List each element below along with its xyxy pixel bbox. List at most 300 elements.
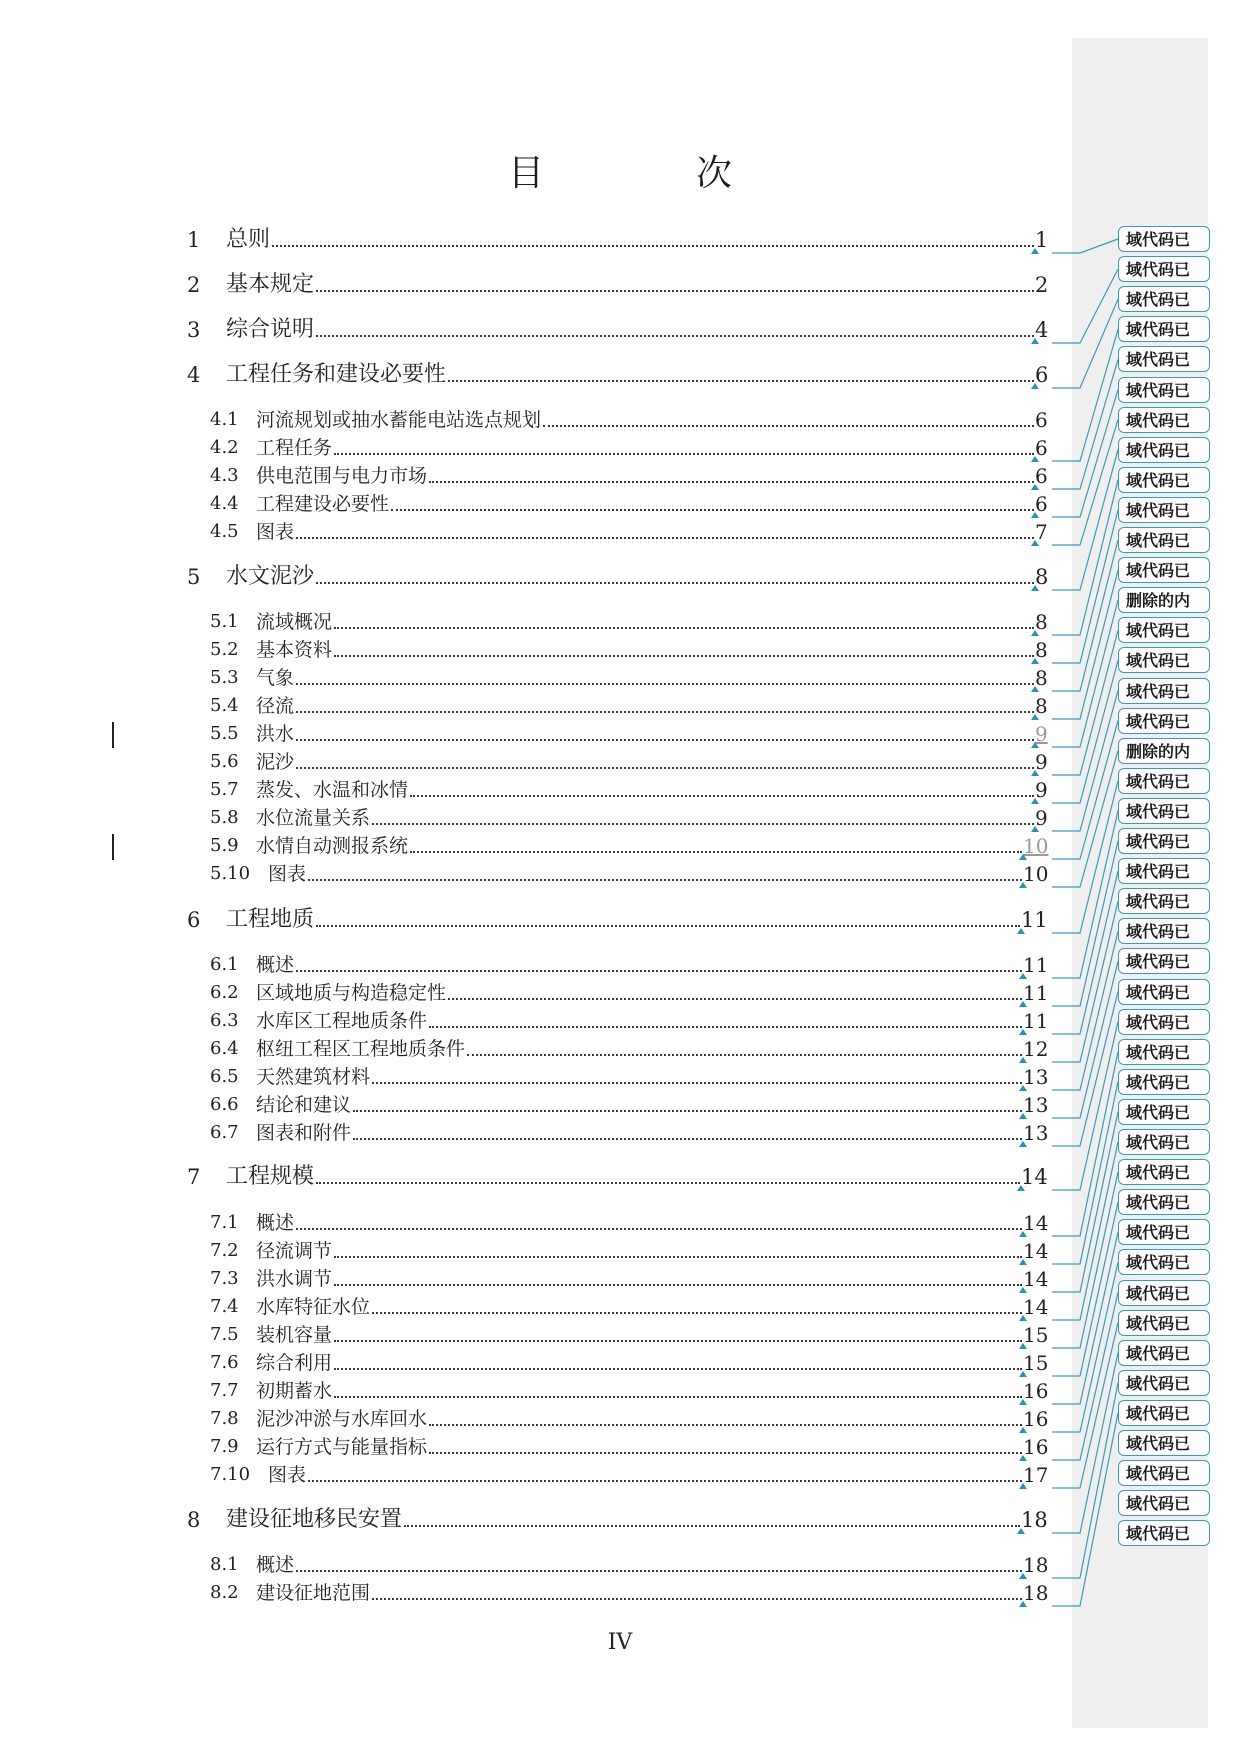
comment-anchor-marker[interactable] [1017, 928, 1025, 934]
toc-entry-number: 4.3 [210, 465, 239, 486]
field-code-comment-bubble[interactable]: 域代码已 [1118, 828, 1210, 854]
field-code-comment-bubble[interactable]: 域代码已 [1118, 798, 1210, 824]
comment-anchor-marker[interactable] [1019, 1573, 1027, 1579]
toc-entry[interactable] [0, 694, 1060, 718]
toc-entry[interactable] [0, 565, 1060, 589]
toc-entry-title: 工程规模 [226, 1164, 315, 1189]
toc-entry-title: 运行方式与能量指标 [256, 1436, 428, 1458]
comment-anchor-marker[interactable] [1019, 1141, 1027, 1147]
toc-leader-dots [334, 453, 1034, 455]
toc-leader-dots [448, 998, 1022, 1000]
comment-anchor-marker[interactable] [1031, 770, 1039, 776]
field-code-comment-bubble[interactable]: 域代码已 [1118, 617, 1210, 643]
toc-leader-dots [334, 627, 1034, 629]
toc-leader-dots [334, 1256, 1022, 1258]
toc-leader-dots [316, 582, 1034, 584]
comment-connector-line [1052, 660, 1118, 803]
toc-entry-page: 8 [1035, 666, 1048, 690]
comment-anchor-marker[interactable] [1019, 1455, 1027, 1461]
toc-entry-number: 5.10 [210, 863, 251, 884]
comment-connector-line [1052, 841, 1118, 1006]
toc-entry[interactable] [0, 1553, 1060, 1577]
comment-anchor-marker[interactable] [1031, 540, 1039, 546]
toc-entry-number: 2 [187, 273, 201, 297]
comment-anchor-marker[interactable] [1019, 854, 1027, 860]
toc-entry-number: 7.10 [210, 1464, 251, 1485]
toc-entry-page: 17 [1023, 1463, 1049, 1487]
field-code-comment-bubble[interactable]: 域代码已 [1118, 256, 1210, 282]
toc-entry-number: 6.4 [210, 1038, 239, 1059]
field-code-comment-bubble[interactable]: 域代码已 [1118, 557, 1210, 583]
revision-change-bar [112, 834, 114, 860]
toc-entry[interactable] [0, 520, 1060, 544]
field-code-comment-bubble[interactable]: 域代码已 [1118, 377, 1210, 403]
comment-anchor-marker[interactable] [1019, 1483, 1027, 1489]
comment-anchor-marker[interactable] [1019, 1259, 1027, 1265]
toc-entry-number: 1 [187, 228, 201, 252]
toc-entry[interactable] [0, 1065, 1060, 1089]
toc-entry-title: 综合说明 [226, 317, 315, 342]
field-code-comment-bubble[interactable]: 域代码已 [1118, 1400, 1210, 1426]
toc-leader-dots [296, 711, 1034, 713]
toc-entry-page: 9 [1035, 806, 1048, 830]
toc-entry-number: 4.1 [210, 409, 239, 430]
toc-entry[interactable] [0, 492, 1060, 516]
toc-entry-title: 水位流量关系 [256, 807, 371, 829]
toc-entry-title: 工程任务和建设必要性 [226, 362, 447, 387]
field-code-comment-bubble[interactable]: 域代码已 [1118, 467, 1210, 493]
toc-entry-page: 6 [1035, 492, 1048, 516]
toc-entry-page: 16 [1023, 1407, 1049, 1431]
toc-entry-number: 5.3 [210, 667, 239, 688]
toc-leader-dots [316, 335, 1034, 337]
toc-leader-dots [448, 380, 1034, 382]
toc-entry-title: 工程地质 [226, 907, 315, 932]
toc-entry-title: 水情自动测报系统 [256, 835, 409, 857]
toc-entry-title: 建设征地移民安置 [226, 1507, 403, 1532]
comment-anchor-marker[interactable] [1019, 1601, 1027, 1607]
field-code-comment-bubble[interactable]: 域代码已 [1118, 346, 1210, 372]
comment-anchor-marker[interactable] [1019, 1427, 1027, 1433]
toc-entry-page: 13 [1023, 1121, 1049, 1145]
deletion-comment-bubble[interactable]: 删除的内 [1118, 587, 1210, 613]
field-code-comment-bubble[interactable]: 域代码已 [1118, 768, 1210, 794]
toc-entry-page: 11 [1023, 1009, 1049, 1033]
field-code-comment-bubble[interactable]: 域代码已 [1118, 1310, 1210, 1336]
toc-entry[interactable] [0, 436, 1060, 460]
field-code-comment-bubble[interactable]: 域代码已 [1118, 1159, 1210, 1185]
field-code-comment-bubble[interactable]: 域代码已 [1118, 979, 1210, 1005]
toc-leader-dots [410, 795, 1034, 797]
comment-connector-line [1052, 480, 1118, 635]
field-code-comment-bubble[interactable]: 域代码已 [1118, 1219, 1210, 1245]
comment-anchor-marker[interactable] [1031, 456, 1039, 462]
page-number: IV [607, 1630, 633, 1655]
comment-anchor-marker[interactable] [1019, 1113, 1027, 1119]
toc-entry-title: 装机容量 [256, 1324, 333, 1346]
toc-entry-title: 水库区工程地质条件 [256, 1010, 428, 1032]
toc-entry-page: 8 [1035, 694, 1048, 718]
toc-leader-dots [296, 970, 1022, 972]
field-code-comment-bubble[interactable]: 域代码已 [1118, 1069, 1210, 1095]
toc-entry-page: 15 [1023, 1351, 1049, 1375]
comment-connector-line [1052, 901, 1118, 1062]
toc-leader-dots [334, 655, 1034, 657]
field-code-comment-bubble[interactable]: 域代码已 [1118, 1099, 1210, 1125]
toc-entry-number: 6.1 [210, 954, 239, 975]
toc-leader-dots [296, 767, 1034, 769]
toc-entry[interactable] [0, 1351, 1060, 1375]
comment-connector-line [1052, 871, 1118, 1034]
comment-anchor-marker[interactable] [1019, 1231, 1027, 1237]
field-code-comment-bubble[interactable]: 域代码已 [1118, 1490, 1210, 1516]
toc-leader-dots [353, 1138, 1022, 1140]
comment-anchor-marker[interactable] [1031, 383, 1039, 389]
toc-entry-title: 工程任务 [256, 437, 333, 459]
toc-leader-dots [296, 683, 1034, 685]
toc-leader-dots [296, 739, 1034, 741]
field-code-comment-bubble[interactable]: 域代码已 [1118, 678, 1210, 704]
toc-entry[interactable] [0, 806, 1060, 830]
field-code-comment-bubble[interactable]: 域代码已 [1118, 948, 1210, 974]
toc-entry[interactable] [0, 228, 1060, 252]
comment-connector-line [1052, 420, 1118, 545]
comment-anchor-marker[interactable] [1017, 1528, 1025, 1534]
toc-entry-number: 4.4 [210, 493, 239, 514]
toc-entry-page: 10 [1023, 834, 1049, 858]
toc-entry[interactable] [0, 1093, 1060, 1117]
toc-entry-page: 13 [1023, 1065, 1049, 1089]
toc-leader-dots [272, 245, 1034, 247]
toc-entry-page: 9 [1035, 750, 1048, 774]
comment-connector-line [1052, 1112, 1118, 1292]
toc-entry-number: 4 [187, 363, 201, 387]
field-code-comment-bubble[interactable]: 域代码已 [1118, 858, 1210, 884]
comment-anchor-marker[interactable] [1031, 714, 1039, 720]
toc-entry-number: 8 [187, 1508, 201, 1532]
toc-leader-dots [316, 925, 1020, 927]
toc-entry-number: 6 [187, 908, 201, 932]
field-code-comment-bubble[interactable]: 域代码已 [1118, 888, 1210, 914]
toc-entry-number: 7.6 [210, 1352, 239, 1373]
toc-leader-dots [410, 851, 1022, 853]
toc-entry-page: 8 [1035, 638, 1048, 662]
toc-entry-number: 7.4 [210, 1296, 239, 1317]
toc-entry[interactable] [0, 750, 1060, 774]
toc-entry-page: 8 [1035, 565, 1049, 589]
toc-leader-dots [467, 1054, 1022, 1056]
toc-entry[interactable] [0, 1379, 1060, 1403]
deletion-comment-bubble[interactable]: 删除的内 [1118, 738, 1210, 764]
toc-entry-page: 14 [1023, 1211, 1049, 1235]
toc-leader-dots [391, 509, 1034, 511]
field-code-comment-bubble[interactable]: 域代码已 [1118, 1430, 1210, 1456]
toc-entry[interactable] [0, 908, 1060, 932]
field-code-comment-bubble[interactable]: 域代码已 [1118, 497, 1210, 523]
field-code-comment-bubble[interactable]: 域代码已 [1118, 437, 1210, 463]
toc-entry-page: 15 [1023, 1323, 1049, 1347]
toc-entry[interactable] [0, 1037, 1060, 1061]
comment-connector-line [1052, 1052, 1118, 1236]
toc-leader-dots [296, 1570, 1022, 1572]
comment-anchor-marker[interactable] [1017, 1185, 1025, 1191]
toc-entry-number: 6.6 [210, 1094, 239, 1115]
comment-anchor-marker[interactable] [1031, 484, 1039, 490]
toc-entry-number: 5.8 [210, 807, 239, 828]
toc-entry-number: 3 [187, 318, 201, 342]
field-code-comment-bubble[interactable]: 域代码已 [1118, 1340, 1210, 1366]
revision-change-bar [112, 722, 114, 748]
field-code-comment-bubble[interactable]: 域代码已 [1118, 316, 1210, 342]
toc-leader-dots [372, 1312, 1022, 1314]
toc-leader-dots [308, 1480, 1022, 1482]
comment-connector-line [1052, 1202, 1118, 1376]
toc-entry-number: 5.6 [210, 751, 239, 772]
toc-entry-title: 河流规划或抽水蓄能电站选点规划 [256, 409, 542, 431]
comment-anchor-marker[interactable] [1031, 248, 1039, 254]
toc-entry-number: 5.5 [210, 723, 239, 744]
field-code-comment-bubble[interactable]: 域代码已 [1118, 1009, 1210, 1035]
field-code-comment-bubble[interactable]: 域代码已 [1118, 1280, 1210, 1306]
toc-entry-title: 泥沙冲淤与水库回水 [256, 1408, 428, 1430]
comment-anchor-marker[interactable] [1019, 1287, 1027, 1293]
toc-entry[interactable] [0, 273, 1060, 297]
toc-entry-page: 13 [1023, 1093, 1049, 1117]
toc-entry-title: 概述 [256, 1554, 295, 1576]
toc-entry-number: 5.9 [210, 835, 239, 856]
comment-anchor-marker[interactable] [1031, 686, 1039, 692]
toc-entry-number: 7.1 [210, 1212, 239, 1233]
toc-entry-page: 12 [1023, 1037, 1049, 1061]
toc-leader-dots [429, 1424, 1022, 1426]
comment-anchor-marker[interactable] [1031, 742, 1039, 748]
toc-entry[interactable] [0, 953, 1060, 977]
toc-entry-page: 8 [1035, 610, 1048, 634]
toc-entry[interactable] [0, 981, 1060, 1005]
toc-entry[interactable] [0, 1009, 1060, 1033]
field-code-comment-bubble[interactable]: 域代码已 [1118, 407, 1210, 433]
field-code-comment-bubble[interactable]: 域代码已 [1118, 1370, 1210, 1396]
toc-entry-page: 1 [1035, 228, 1049, 252]
toc-entry[interactable] [0, 1323, 1060, 1347]
comment-anchor-marker[interactable] [1019, 1315, 1027, 1321]
toc-entry-page: 14 [1023, 1239, 1049, 1263]
toc-entry-title: 概述 [256, 954, 295, 976]
toc-entry-number: 5.2 [210, 639, 239, 660]
toc-entry[interactable] [0, 722, 1060, 746]
toc-entry[interactable] [0, 464, 1060, 488]
toc-entry-title: 图表 [268, 863, 307, 885]
toc-title: 目 次 [507, 153, 790, 194]
toc-entry[interactable] [0, 1239, 1060, 1263]
toc-entry[interactable] [0, 408, 1060, 432]
toc-entry-page: 11 [1021, 908, 1048, 932]
toc-leader-dots [429, 1026, 1022, 1028]
toc-entry-page: 14 [1021, 1165, 1048, 1189]
toc-entry-title: 流域概况 [256, 611, 333, 633]
comment-connector-line [1052, 1082, 1118, 1264]
comment-connector-line [1052, 239, 1118, 253]
toc-leader-dots [296, 537, 1034, 539]
toc-entry-title: 总则 [226, 227, 271, 252]
toc-entry-number: 5.1 [210, 611, 239, 632]
toc-entry-title: 气象 [256, 667, 295, 689]
toc-leader-dots [429, 1452, 1022, 1454]
toc-entry[interactable] [0, 1435, 1060, 1459]
comment-anchor-marker[interactable] [1031, 658, 1039, 664]
comment-anchor-marker[interactable] [1031, 338, 1039, 344]
toc-entry-number: 7.5 [210, 1324, 239, 1345]
field-code-comment-bubble[interactable]: 域代码已 [1118, 1460, 1210, 1486]
comment-anchor-marker[interactable] [1031, 826, 1039, 832]
toc-entry-title: 径流调节 [256, 1240, 333, 1262]
toc-entry-title: 建设征地范围 [256, 1582, 371, 1604]
toc-leader-dots [334, 1396, 1022, 1398]
toc-entry-page: 18 [1021, 1508, 1048, 1532]
field-code-comment-bubble[interactable]: 域代码已 [1118, 1189, 1210, 1215]
toc-leader-dots [372, 1598, 1022, 1600]
toc-entry[interactable] [0, 1508, 1060, 1532]
toc-entry-title: 图表 [268, 1464, 307, 1486]
toc-entry[interactable] [0, 778, 1060, 802]
toc-entry[interactable] [0, 638, 1060, 662]
toc-entry-page: 9 [1035, 778, 1048, 802]
toc-leader-dots [334, 1340, 1022, 1342]
toc-entry[interactable] [0, 1407, 1060, 1431]
toc-entry-page: 18 [1023, 1581, 1049, 1605]
toc-leader-dots [543, 425, 1034, 427]
toc-entry[interactable] [0, 1165, 1060, 1189]
toc-entry-number: 8.2 [210, 1582, 239, 1603]
toc-leader-dots [334, 1284, 1022, 1286]
toc-entry-title: 枢纽工程区工程地质条件 [256, 1038, 466, 1060]
comment-connector-line [1052, 269, 1118, 343]
toc-entry-title: 概述 [256, 1212, 295, 1234]
field-code-comment-bubble[interactable]: 域代码已 [1118, 1249, 1210, 1275]
comment-anchor-marker[interactable] [1031, 585, 1039, 591]
toc-entry-title: 水库特征水位 [256, 1296, 371, 1318]
toc-entry-number: 5.4 [210, 695, 239, 716]
toc-entry-page: 10 [1023, 862, 1049, 886]
comment-anchor-marker[interactable] [1019, 1001, 1027, 1007]
toc-entry[interactable] [0, 834, 1060, 858]
field-code-comment-bubble[interactable]: 域代码已 [1118, 527, 1210, 553]
toc-entry-number: 7 [187, 1165, 201, 1189]
toc-entry-page: 2 [1035, 273, 1049, 297]
comment-connector-line [1052, 630, 1118, 775]
toc-entry[interactable] [0, 1211, 1060, 1235]
toc-entry-page: 7 [1035, 520, 1048, 544]
field-code-comment-bubble[interactable]: 域代码已 [1118, 226, 1210, 252]
toc-entry-number: 4.2 [210, 437, 239, 458]
comment-anchor-marker[interactable] [1031, 512, 1039, 518]
toc-entry[interactable] [0, 1295, 1060, 1319]
toc-entry-number: 5 [187, 565, 201, 589]
comment-anchor-marker[interactable] [1019, 1085, 1027, 1091]
toc-entry-title: 水文泥沙 [226, 564, 315, 589]
comment-anchor-marker[interactable] [1019, 1057, 1027, 1063]
toc-entry-page: 6 [1035, 363, 1049, 387]
comment-anchor-marker[interactable] [1019, 1371, 1027, 1377]
comment-connector-line [1052, 1232, 1118, 1404]
toc-leader-dots [316, 290, 1034, 292]
toc-entry-title: 基本资料 [256, 639, 333, 661]
toc-entry-page: 9 [1035, 722, 1048, 746]
toc-entry-title: 工程建设必要性 [256, 493, 390, 515]
toc-entry-title: 洪水 [256, 723, 295, 745]
comment-anchor-marker[interactable] [1019, 1029, 1027, 1035]
toc-entry-title: 径流 [256, 695, 295, 717]
toc-leader-dots [353, 1110, 1022, 1112]
field-code-comment-bubble[interactable]: 域代码已 [1118, 1520, 1210, 1546]
comment-connector-line [1052, 721, 1118, 859]
toc-entry-page: 14 [1023, 1295, 1049, 1319]
toc-leader-dots [372, 1082, 1022, 1084]
comment-connector-line [1052, 1172, 1118, 1348]
toc-entry-number: 7.3 [210, 1268, 239, 1289]
field-code-comment-bubble[interactable]: 域代码已 [1118, 286, 1210, 312]
toc-entry[interactable] [0, 1267, 1060, 1291]
toc-entry-title: 泥沙 [256, 751, 295, 773]
toc-entry-number: 6.7 [210, 1122, 239, 1143]
toc-entry-page: 16 [1023, 1435, 1049, 1459]
toc-leader-dots [334, 1368, 1022, 1370]
toc-entry-page: 4 [1035, 318, 1049, 342]
toc-entry-number: 8.1 [210, 1554, 239, 1575]
toc-entry-title: 图表 [256, 521, 295, 543]
comment-connector-line [1052, 691, 1118, 832]
comment-anchor-marker[interactable] [1031, 630, 1039, 636]
toc-entry-number: 4.5 [210, 521, 239, 542]
toc-entry-title: 供电范围与电力市场 [256, 465, 428, 487]
field-code-comment-bubble[interactable]: 域代码已 [1118, 708, 1210, 734]
field-code-comment-bubble[interactable]: 域代码已 [1118, 1129, 1210, 1155]
toc-entry-page: 6 [1035, 436, 1048, 460]
toc-entry[interactable] [0, 666, 1060, 690]
toc-entry[interactable] [0, 1581, 1060, 1605]
toc-entry-page: 11 [1023, 981, 1049, 1005]
toc-entry[interactable] [0, 1463, 1060, 1487]
comment-anchor-marker[interactable] [1019, 882, 1027, 888]
toc-entry[interactable] [0, 610, 1060, 634]
toc-entry-title: 蒸发、水温和冰情 [256, 779, 409, 801]
comment-anchor-marker[interactable] [1019, 1399, 1027, 1405]
toc-entry-number: 7.9 [210, 1436, 239, 1457]
toc-entry-number: 5.7 [210, 779, 239, 800]
field-code-comment-bubble[interactable]: 域代码已 [1118, 918, 1210, 944]
field-code-comment-bubble[interactable]: 域代码已 [1118, 647, 1210, 673]
toc-entry-page: 6 [1035, 408, 1048, 432]
toc-entry-title: 基本规定 [226, 272, 315, 297]
toc-entry-number: 6.3 [210, 1010, 239, 1031]
toc-entry-page: 14 [1023, 1267, 1049, 1291]
toc-leader-dots [296, 1228, 1022, 1230]
comment-connector-line [1052, 1262, 1118, 1432]
comment-anchor-marker[interactable] [1031, 798, 1039, 804]
toc-leader-dots [404, 1525, 1020, 1527]
comment-anchor-marker[interactable] [1019, 973, 1027, 979]
toc-entry-number: 6.2 [210, 982, 239, 1003]
field-code-comment-bubble[interactable]: 域代码已 [1118, 1039, 1210, 1065]
toc-entry-number: 7.2 [210, 1240, 239, 1261]
comment-anchor-marker[interactable] [1019, 1343, 1027, 1349]
comment-connector-line [1052, 811, 1118, 978]
toc-entry-title: 区域地质与构造稳定性 [256, 982, 447, 1004]
toc-entry[interactable] [0, 862, 1060, 886]
toc-entry[interactable] [0, 318, 1060, 342]
toc-entry[interactable] [0, 1121, 1060, 1145]
toc-entry[interactable] [0, 363, 1060, 387]
